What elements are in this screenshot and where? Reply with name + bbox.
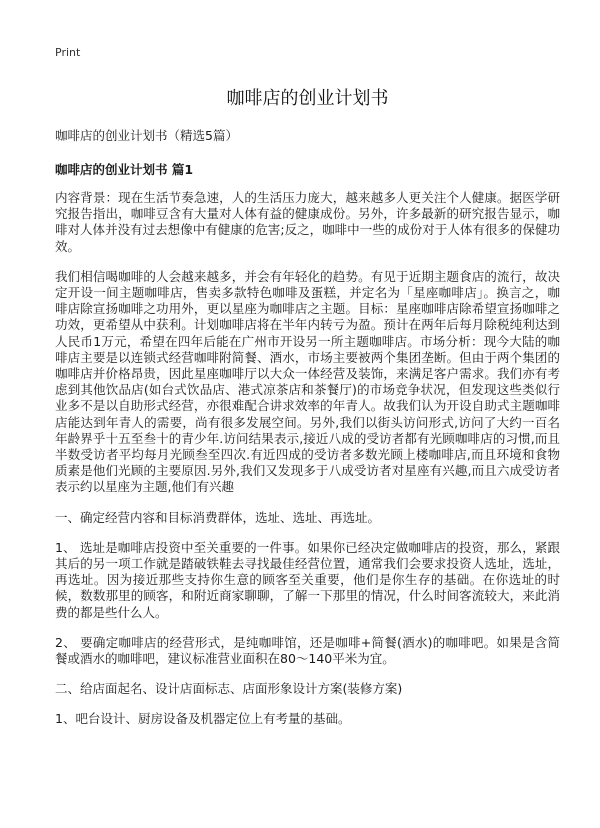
document-title: 咖啡店的创业计划书: [226, 88, 389, 109]
section-heading: 咖啡店的创业计划书 篇1: [55, 162, 194, 177]
paragraph-market-analysis: 我们相信喝咖啡的人会越来越多，并会有年轻化的趋势。有见于近期主题食店的流行，故决定开设一间主题咖啡店，售卖多款特色咖啡及蛋糕，并定名为「星座咖啡店」。换言之，咖啡店除宣扬咖啡之功用外，更以星座为咖啡店之主题。目标：星座咖啡店除希望宣扬咖啡之功效，更希望从中获利。计划咖啡店将在半年内转亏为盈。预计在两年后每月除税纯利达到人民币1万元，希望在四年后能在广州市开设另一所主题咖啡店。市场分析：现今大陆的咖啡店主要是以连锁式经营咖啡附简餐、酒水，市场主要被两个集团垄断。但由于两个集团的咖啡店并价格昂贵，因此星座咖啡厅以大众一体经营及装饰，来满足客户需求。我们亦有考虑到其他饮品店(如台式饮品店、港式凉茶店和茶餐厅)的市场竞争状况，但发现这些类似行业多不是以自助形式经营，亦很难配合讲求效率的年青人。故我们认为开设自助式主题咖啡店能达到年青人的需要，尚有很多发展空间。另外,我们以街头访问形式,访问了大约一百名年龄界乎十五至叁十的青少年.访问结果表示,接近八成的受访者都有光顾咖啡店的习惯,而且半数受访者平均每月光顾叁至四次.有近四成的受访者多数光顾上楼咖啡店,而且环境和食物质素是他们光顾的主要原因.另外,我们又发现多于八成受访者对星座有兴趣,而且六成受访者表示约以星座为主题,他们有兴趣: [55, 268, 560, 495]
print-label: Print: [55, 46, 81, 59]
paragraph-site-selection: 1、 选址是咖啡店投资中至关重要的一件事。如果你已经决定做咖啡店的投资，那么，紧跟其后的另一项工作就是踏破铁鞋去寻找最佳经营位置，通常我们会要求投资人选址，选址，再选址。因为接近那些支持你生意的顾客至关重要，他们是你生存的基础。在你选址的时候，数数那里的顾客，和附近商家聊聊，了解一下那里的情况，什么时间客流较大，来此消费的都是些什么人。: [55, 539, 560, 620]
paragraph-bar-design: 1、吧台设计、厨房设备及机器定位上有考量的基础。: [55, 711, 351, 727]
paragraph-business-format: 2、 要确定咖啡店的经营形式，是纯咖啡馆，还是咖啡+简餐(酒水)的咖啡吧。如果是含简餐或酒水的咖啡吧，建议标准营业面积在80～140平米为宜。: [55, 634, 560, 667]
paragraph-step-two-heading: 二、给店面起名、设计店面标志、店面形象设计方案(装修方案): [55, 681, 403, 697]
paragraph-step-one-heading: 一、确定经营内容和目标消费群体，选址、选址、再选址。: [55, 509, 381, 525]
document-subtitle: 咖啡店的创业计划书（精选5篇）: [55, 128, 238, 143]
paragraph-background: 内容背景：现在生活节奏急速，人的生活压力庞大，越来越多人更关注个人健康。据医学研究报告指出，咖啡豆含有大量对人体有益的健康成份。另外，许多最新的研究报告显示，咖啡对人体并没有过去想像中有健康的危害;反之，咖啡中一些的成份对于人体有很多的保健功效。: [55, 190, 560, 254]
